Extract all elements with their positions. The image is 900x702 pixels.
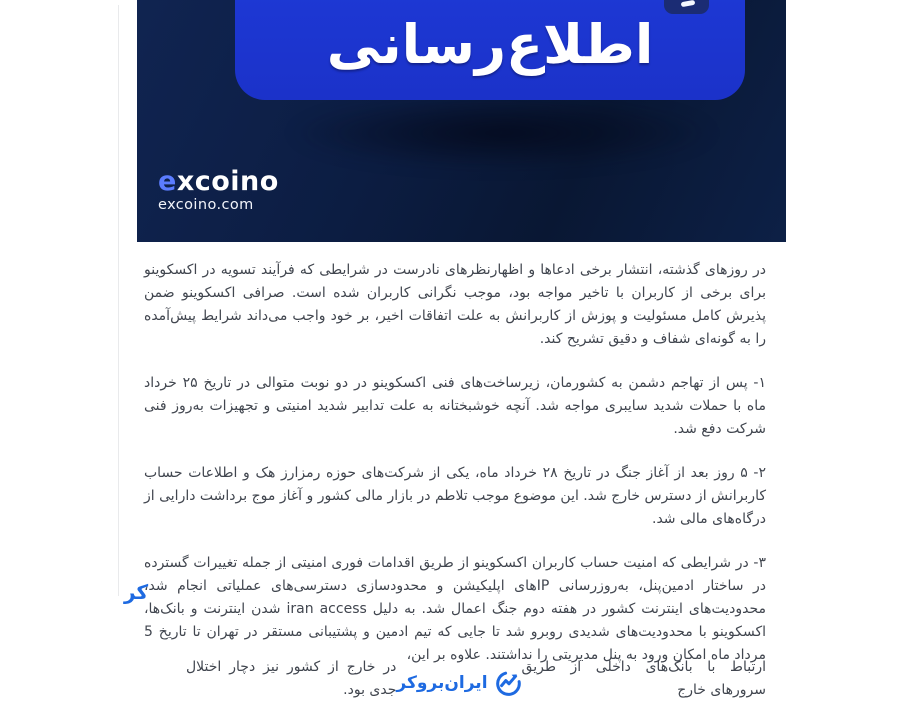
article-body (144, 259, 767, 698)
excoino-logo-e: e (158, 166, 177, 197)
paragraph-intro: در روزهای گذشته، انتشار برخی ادعاها و اظهارنظرهای نادرست در شرایطی که فرآیند تسویه در اکسکوینو برای برخی از کاربران با تاخیر مواجه بود، موجب نگرانی کاربران شده است. صرافی اکسکوینو ضمن پذیرش کامل مسئولیت و پوزش از کاربرانش به علت اتفاقات اخیر، بر خود واجب می‌داند شرایط پیش‌آمده را به گونه‌ای شفاف و دقیق تشریح کند. (144, 262, 766, 347)
paragraph-item-1: ۱- پس از تهاجم دشمن به کشورمان، زیرساخت‌های فنی اکسکوینو در دو نوبت متوالی در تاریخ ۲۵ خرداد ماه با حملات شدید سایبری مواجه شد. آنچه خوشبختانه به علت تدابیر شدید امنیتی و تجهیزات به‌روز فنی شرکت دفع شد. (144, 375, 767, 437)
title-box-shadow (287, 96, 717, 170)
announcement-banner (137, 0, 786, 242)
excoino-domain: excoino.com (158, 197, 254, 213)
excoino-logo-rest: xcoino (176, 166, 279, 197)
banner-corner-tab (664, 0, 709, 14)
final-line-right-text: ارتباط با بانک‌های داخلی از طریق سرورهای خارج (521, 658, 766, 698)
final-text-line (144, 658, 766, 698)
excoino-wordmark (158, 167, 279, 197)
announcement-title: اطلاع‌رسانی (326, 12, 654, 76)
watermark-label: ایران‌بروکر (396, 673, 488, 693)
announcement-title-box (235, 0, 745, 100)
paragraph-item-2: ۲- ۵ روز بعد از آغاز جنگ در تاریخ ۲۸ خرداد ماه، یکی از شرکت‌های حوزه رمزارز هک و اطلاعات حساب کاربرانش از دسترس خارج شد. این موضوع موجب تلاطم در بازار مالی کشور و آغاز موج برداشت دارایی از درگاه‌های مالی شد. (144, 465, 766, 527)
trend-circle-icon (495, 670, 522, 697)
final-line-left-text: در خارج از کشور نیز دچار اختلال جدی بود. (186, 658, 397, 698)
excoino-logo (158, 167, 279, 214)
article-left-border (118, 5, 119, 596)
tab-highlight-mark (681, 0, 696, 7)
cutoff-logo-fragment: کر (124, 580, 149, 604)
iranbroker-watermark (396, 670, 521, 697)
paragraph-item-3: ۳- در شرایطی که امنیت حساب کاربران اکسکوینو از طریق اقدامات فوری امنیتی از جمله تغییرات گسترده در ساختار ادمین‌پنل، به‌روزرسانی IPهای اپلیکیشن و محدودسازی دسترسی‌های عملیاتی انجام شد، محدودیت‌های اینترنت کشور در هفته دوم جنگ اعمال شد. به دلیل iran access شدن اینترنت و بانک‌ها، اکسکوینو با محدودیت‌های شدیدی روبرو شد تا جایی که تیم ادمین و پشتیبانی مستقر در تهران تا تاریخ 5 مرداد ماه امکان ورود به پنل مدیریتی را نداشتند. علاوه بر این، (144, 555, 766, 663)
